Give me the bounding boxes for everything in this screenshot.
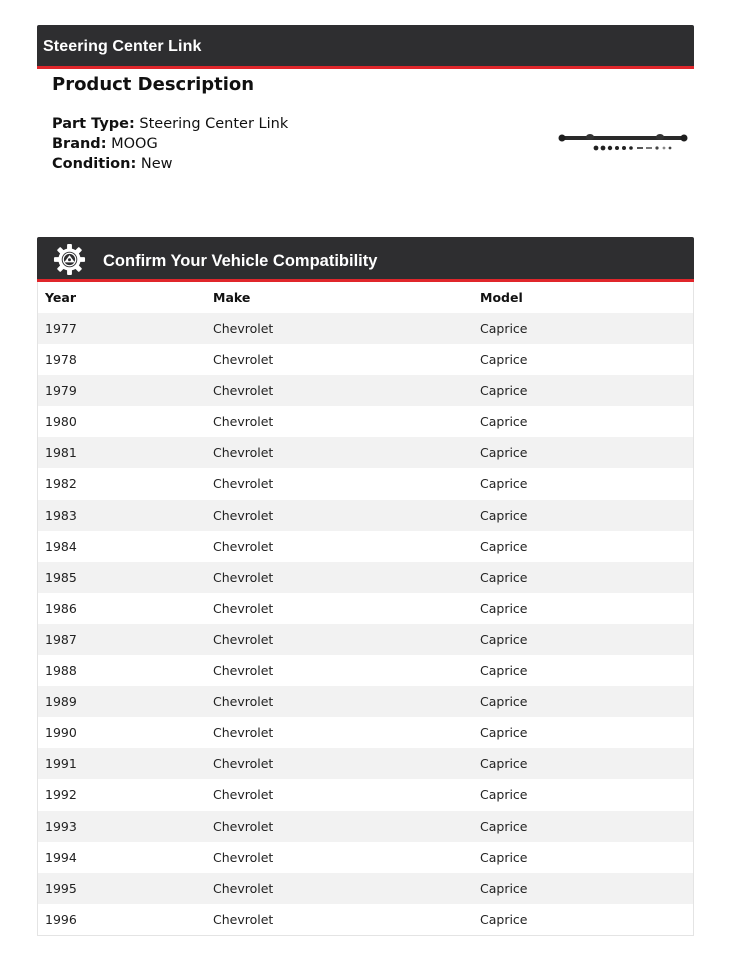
table-row (38, 375, 693, 406)
column-header-year: Year (45, 290, 76, 305)
year-cell: 1978 (45, 352, 77, 368)
make-cell: Chevrolet (213, 663, 274, 679)
make-cell: Chevrolet (213, 476, 274, 492)
table-row (38, 344, 693, 375)
table-row (38, 406, 693, 437)
make-cell: Chevrolet (213, 911, 274, 927)
make-cell: Chevrolet (213, 352, 274, 368)
make-cell: Chevrolet (213, 631, 274, 647)
year-cell: 1995 (45, 880, 77, 896)
model-cell: Caprice (480, 663, 528, 679)
model-cell: Caprice (480, 476, 528, 492)
year-cell: 1983 (45, 507, 77, 523)
table-row (38, 779, 693, 810)
make-cell: Chevrolet (213, 787, 274, 803)
condition-row (52, 156, 173, 172)
model-cell: Caprice (480, 787, 528, 803)
table-row (38, 686, 693, 717)
table-row (38, 748, 693, 779)
table-row (38, 717, 693, 748)
year-cell: 1992 (45, 787, 77, 803)
make-cell: Chevrolet (213, 383, 274, 399)
year-cell: 1990 (45, 725, 77, 741)
compatibility-title: Confirm Your Vehicle Compatibility (103, 252, 378, 270)
model-cell: Caprice (480, 383, 528, 399)
year-cell: 1981 (45, 445, 77, 461)
table-row (38, 811, 693, 842)
column-header-model: Model (480, 290, 523, 305)
table-row (38, 593, 693, 624)
make-cell: Chevrolet (213, 569, 274, 585)
make-cell: Chevrolet (213, 694, 274, 710)
model-cell: Caprice (480, 631, 528, 647)
make-cell: Chevrolet (213, 880, 274, 896)
compatibility-table (37, 282, 694, 936)
model-cell: Caprice (480, 445, 528, 461)
brand-value: MOOG (111, 136, 158, 152)
make-cell: Chevrolet (213, 445, 274, 461)
table-row (38, 842, 693, 873)
make-cell: Chevrolet (213, 849, 274, 865)
gear-icon (53, 243, 86, 276)
year-cell: 1993 (45, 818, 77, 834)
year-cell: 1994 (45, 849, 77, 865)
condition-label: Condition: (52, 156, 137, 172)
part-type-value: Steering Center Link (139, 116, 289, 132)
table-header (38, 282, 693, 313)
part-type-row (52, 116, 288, 132)
condition-value: New (140, 156, 173, 172)
compatibility-bar (37, 237, 694, 282)
product-title-bar (37, 25, 694, 69)
table-row (38, 468, 693, 499)
table-row (38, 437, 693, 468)
make-cell: Chevrolet (213, 414, 274, 430)
model-cell: Caprice (480, 911, 528, 927)
model-cell: Caprice (480, 880, 528, 896)
year-cell: 1977 (45, 321, 77, 336)
year-cell: 1980 (45, 414, 77, 430)
part-type-label: Part Type: (52, 116, 135, 132)
year-cell: 1991 (45, 756, 77, 772)
year-cell: 1988 (45, 663, 77, 679)
year-cell: 1987 (45, 631, 77, 647)
model-cell: Caprice (480, 818, 528, 834)
model-cell: Caprice (480, 569, 528, 585)
table-row (38, 562, 693, 593)
table-row (38, 624, 693, 655)
table-body (38, 313, 693, 935)
model-cell: Caprice (480, 756, 528, 772)
make-cell: Chevrolet (213, 818, 274, 834)
year-cell: 1979 (45, 383, 77, 399)
model-cell: Caprice (480, 352, 528, 368)
table-row (38, 873, 693, 904)
year-cell: 1986 (45, 600, 77, 616)
table-row (38, 500, 693, 531)
product-image[interactable] (556, 128, 690, 154)
make-cell: Chevrolet (213, 507, 274, 523)
model-cell: Caprice (480, 694, 528, 710)
make-cell: Chevrolet (213, 600, 274, 616)
model-cell: Caprice (480, 321, 528, 336)
make-cell: Chevrolet (213, 321, 274, 336)
year-cell: 1984 (45, 538, 77, 554)
model-cell: Caprice (480, 725, 528, 741)
product-description-heading: Product Description (52, 74, 255, 95)
table-row (38, 531, 693, 562)
model-cell: Caprice (480, 600, 528, 616)
year-cell: 1985 (45, 569, 77, 585)
brand-row (52, 136, 158, 152)
table-row (38, 655, 693, 686)
model-cell: Caprice (480, 849, 528, 865)
year-cell: 1996 (45, 911, 77, 927)
make-cell: Chevrolet (213, 725, 274, 741)
table-row (38, 313, 693, 344)
model-cell: Caprice (480, 538, 528, 554)
column-header-make: Make (213, 290, 251, 305)
model-cell: Caprice (480, 414, 528, 430)
make-cell: Chevrolet (213, 538, 274, 554)
make-cell: Chevrolet (213, 756, 274, 772)
table-row (38, 904, 693, 935)
year-cell: 1989 (45, 694, 77, 710)
product-title: Steering Center Link (43, 38, 202, 55)
model-cell: Caprice (480, 507, 528, 523)
brand-label: Brand: (52, 136, 107, 152)
year-cell: 1982 (45, 476, 77, 492)
